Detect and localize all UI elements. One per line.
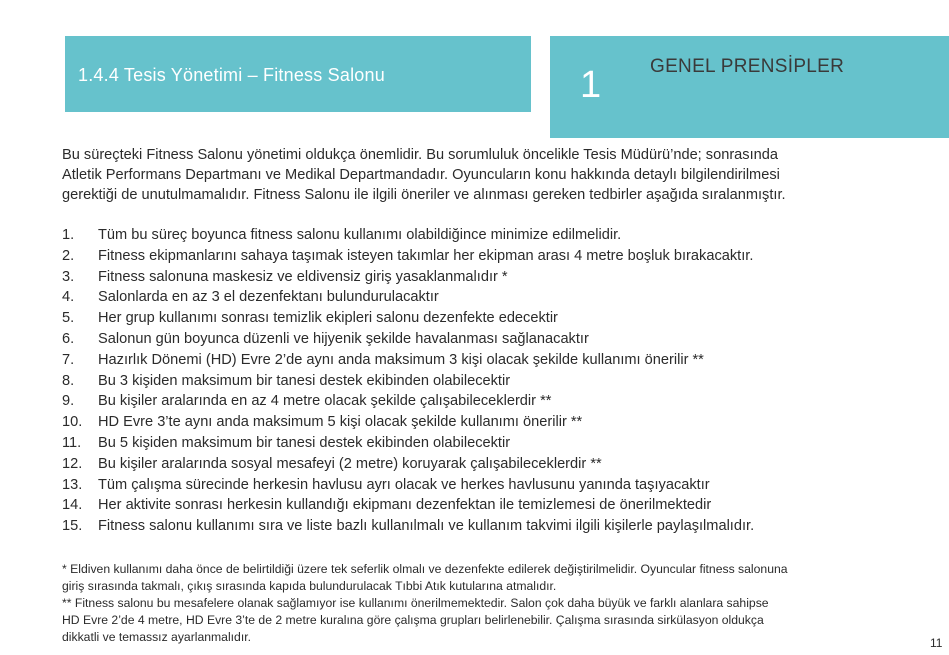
section-title: GENEL PRENSİPLER <box>650 56 845 77</box>
guidelines-list <box>62 225 922 537</box>
list-item <box>62 475 922 496</box>
header-section-band <box>550 36 949 138</box>
list-item <box>62 329 922 350</box>
list-item-text: Bu 3 kişiden maksimum bir tanesi destek ekibinden olabilecektir <box>98 372 511 389</box>
intro-line: Bu süreçteki Fitness Salonu yönetimi oldukça önemlidir. Bu sorumluluk öncelikle Tesis Müdürü’nde; sonrasında <box>62 147 778 163</box>
intro-line: Atletik Performans Departmanı ve Medikal Departmandadır. Oyuncuların konu hakkında detaylı bilgilendirilmesi <box>62 167 780 183</box>
list-item-text: Bu kişiler aralarında en az 4 metre olacak şekilde çalışabileceklerdir ** <box>98 393 552 410</box>
list-item-number: 11. <box>62 434 82 451</box>
list-item <box>62 246 922 267</box>
list-item-number: 3. <box>62 268 75 285</box>
footnote-line: HD Evre 2’de 4 metre, HD Evre 3’te de 2 metre kuralına göre çalışma grupları belirlenebilir. Çalışma sırasında sirkülasyon oldukça <box>62 613 764 627</box>
list-item-number: 2. <box>62 247 75 264</box>
list-item-text: HD Evre 3’te aynı anda maksimum 5 kişi olacak şekilde kullanımı önerilir ** <box>98 414 583 431</box>
list-item-text: Fitness ekipmanlarını sahaya taşımak isteyen takımlar her ekipman arası 4 metre boşluk bırakacaktır. <box>98 247 754 264</box>
list-item <box>62 267 922 288</box>
list-item <box>62 350 922 371</box>
list-item <box>62 516 922 537</box>
list-item <box>62 433 922 454</box>
page-number: 11 <box>930 636 943 650</box>
list-item-text: Salonlarda en az 3 el dezenfektanı bulundurulacaktır <box>98 289 439 306</box>
list-item-text: Fitness salonu kullanımı sıra ve liste bazlı kullanılmalı ve kullanım takvimi ilgili kişilerle paylaşılmalıdır. <box>98 518 755 535</box>
list-item-number: 13. <box>62 476 83 493</box>
list-item-text: Fitness salonuna maskesiz ve eldivensiz giriş yasaklanmalıdır * <box>98 268 508 285</box>
list-item-number: 15. <box>62 518 83 535</box>
list-item-number: 12. <box>62 455 83 472</box>
intro-line: gerektiği de unutulmamalıdır. Fitness Salonu ile ilgili öneriler ve alınması gereken tedbirler aşağıda sıralanmıştır. <box>62 187 786 203</box>
list-item-number: 5. <box>62 310 75 327</box>
intro-paragraph <box>62 145 932 205</box>
list-item-text: Her grup kullanımı sonrası temizlik ekipleri salonu dezenfekte edecektir <box>98 310 558 327</box>
list-item-number: 9. <box>62 393 75 410</box>
list-item-text: Bu kişiler aralarında sosyal mesafeyi (2 metre) koruyarak çalışabileceklerdir ** <box>98 455 602 472</box>
list-item-number: 14. <box>62 497 83 514</box>
list-item <box>62 371 922 392</box>
footnote-line: dikkatli ve temassız ayarlanmalıdır. <box>62 630 251 644</box>
list-item-text: Tüm bu süreç boyunca fitness salonu kullanımı olabildiğince minimize edilmelidir. <box>98 227 622 243</box>
list-item-number: 6. <box>62 330 75 347</box>
list-item-number: 4. <box>62 289 75 306</box>
list-item <box>62 308 922 329</box>
list-item <box>62 454 922 475</box>
list-item <box>62 225 922 246</box>
list-item <box>62 495 922 516</box>
list-item-text: Bu 5 kişiden maksimum bir tanesi destek ekibinden olabilecektir <box>98 434 511 451</box>
footnote-line: giriş sırasında takmalı, çıkış sırasında kapıda bulundurulacak Tıbbi Atık kutularına atmalıdır. <box>62 579 557 593</box>
list-item-text: Her aktivite sonrası herkesin kullandığı ekipmanı dezenfektan ile temizlemesi de önerilmektedir <box>98 497 712 514</box>
list-item-number: 1. <box>62 227 75 243</box>
section-number: 1 <box>580 64 602 106</box>
page-title: 1.4.4 Tesis Yönetimi – Fitness Salonu <box>78 65 385 85</box>
list-item-text: Salonun gün boyunca düzenli ve hijyenik şekilde havalanması sağlanacaktır <box>98 330 589 347</box>
list-item <box>62 412 922 433</box>
list-item-number: 10. <box>62 414 83 431</box>
footnotes <box>62 561 947 646</box>
list-item-number: 7. <box>62 351 75 368</box>
list-item <box>62 391 922 412</box>
footnote-line: ** Fitness salonu bu mesafelere olanak sağlamıyor ise kullanımı önerilmemektedir. Salon çok daha büyük ve farklı alanlara sahipse <box>62 596 769 610</box>
list-item-text: Tüm çalışma sürecinde herkesin havlusu ayrı olacak ve herkes havlusunu yanında taşıyacaktır <box>98 476 710 493</box>
list-item-text: Hazırlık Dönemi (HD) Evre 2’de aynı anda maksimum 3 kişi olacak şekilde kullanımı önerilir ** <box>98 351 704 368</box>
footnote-line: * Eldiven kullanımı daha önce de belirtildiği üzere tek seferlik olmalı ve dezenfekte edilerek değiştirilmelidir. Oyuncular fitness salonuna <box>62 562 788 576</box>
list-item-number: 8. <box>62 372 75 389</box>
list-item <box>62 287 922 308</box>
